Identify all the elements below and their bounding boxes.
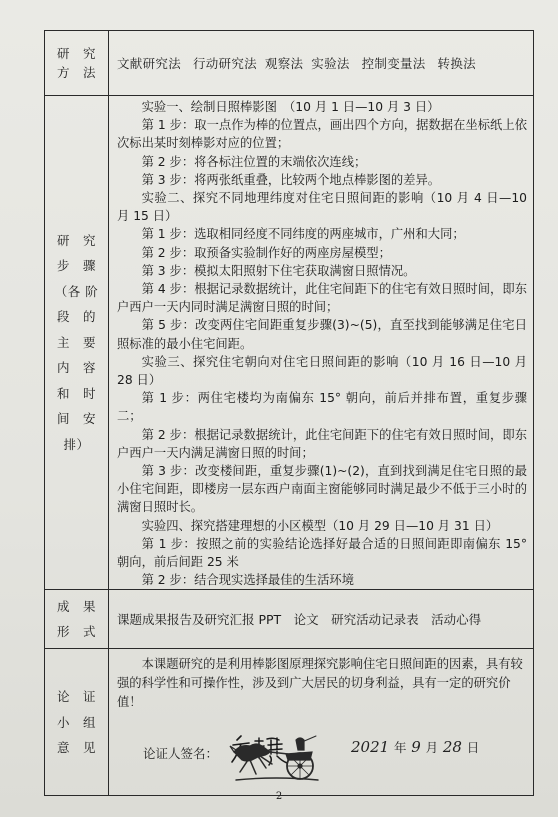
date-month: 9	[411, 738, 421, 757]
methods-label-line: 研 究	[56, 46, 96, 61]
step-line: 第 4 步：根据记录数据统计，此住宅间距下的住宅有效日照时间，即东户西户一天内同时满足满窗日照的时间；	[117, 282, 527, 315]
results-row	[45, 590, 534, 649]
opinion-text: 本课题研究的是利用棒影图原理探究影响住宅日照间距的因素，具有较强的科学性和可操作性，涉及到广大居民的切身利益，具有一定的研究价值！	[117, 657, 523, 710]
results-label-line: 形 式	[56, 624, 96, 640]
steps-label-line: 排）	[63, 436, 90, 452]
step-line: 第 2 步：结合现实选择最佳的生活环境	[141, 573, 354, 588]
step-line: 第 1 步：选取相同经度不同纬度的两座城市，广州和大同；	[141, 227, 465, 242]
methods-label-cell	[45, 31, 109, 96]
step-line: 第 3 步：模拟太阳照射下住宅获取满窗日照情况。	[141, 263, 416, 278]
date-day-char: 日	[466, 740, 480, 756]
steps-label-line: 主 要	[56, 334, 96, 350]
step-line: 实验三、探究住宅朝向对住宅日照间距的影响（10 月 16 日—10 月 28 日）	[117, 354, 527, 388]
opinion-label-cell	[45, 649, 109, 796]
opinion-label-line: 小 组	[56, 714, 96, 730]
steps-label-cell	[45, 96, 109, 590]
steps-label-line: （各 阶	[54, 283, 99, 299]
step-line: 第 1 步：两住宅楼均为南偏东 15° 朝向，前后并排布置，重复步骤二；	[117, 391, 527, 424]
method-item: 行动研究法	[192, 56, 257, 71]
steps-label-line: 研 究	[56, 232, 96, 248]
steps-content-cell	[109, 96, 534, 590]
steps-label-line: 内 容	[56, 360, 96, 376]
signature-label: 论证人签名：	[143, 746, 219, 762]
steps-label-line: 间 安	[56, 411, 96, 427]
step-line: 第 2 步：取预备实验制作好的两座房屋模型；	[141, 245, 391, 260]
results-content-cell	[109, 590, 534, 649]
date-day: 28	[442, 738, 462, 757]
steps-text-block	[117, 98, 527, 589]
steps-label-line: 和 时	[56, 385, 96, 401]
research-plan-table	[44, 30, 534, 796]
step-line: 第 2 步：根据记录数据统计，此住宅间距下的住宅有效日照时间，即东户西户一天内满足满窗日照的时间；	[117, 427, 527, 460]
horse-chariot-logo-icon	[226, 730, 326, 786]
date-year: 2021	[351, 738, 390, 757]
step-line: 第 2 步：将各标注位置的末端依次连线；	[141, 154, 367, 169]
method-item: 实验法	[311, 56, 350, 71]
step-line: 实验一、绘制日照棒影图 （10 月 1 日—10 月 3 日）	[141, 100, 440, 114]
steps-row	[45, 96, 534, 590]
method-item: 文献研究法	[117, 56, 182, 71]
steps-label-line: 段 的	[56, 309, 96, 325]
methods-row	[45, 31, 534, 96]
opinion-label-line: 论 证	[56, 689, 96, 705]
method-item: 控制变量法	[361, 56, 426, 71]
page-number: 2	[275, 791, 283, 802]
step-line: 实验四、探究搭建理想的小区模型（10 月 29 日—10 月 31 日）	[141, 518, 499, 533]
method-item: 转换法	[437, 56, 476, 71]
step-line: 实验二、探究不同地理纬度对住宅日照间距的影响（10 月 4 日—10 月 15 日）	[117, 191, 527, 224]
step-line: 第 5 步：改变两住宅间距重复步骤(3)~(5)，直至找到能够满足住宅日照标准的最小住宅间距。	[117, 318, 527, 351]
method-item: 观察法	[264, 56, 304, 71]
methods-label-line: 方 法	[56, 65, 96, 80]
step-line: 第 1 步：按照之前的实验结论选择好最合适的日照间距即南偏东 15° 朝向，前后间距 25 米	[117, 536, 527, 570]
step-line: 第 1 步：取一点作为棒的位置点，画出四个方向，据数据在坐标纸上依次标出某时刻棒影对应的位置；	[117, 118, 527, 151]
step-line: 第 3 步：改变楼间距，重复步骤(1)~(2)，直到找到满足住宅日照的最小住宅间距，即楼房一层东西户南面主窗能够同时满足最少不低于三小时的满窗日照时长。	[117, 464, 527, 515]
step-line: 第 3 步：将两张纸重叠，比较两个地点棒影图的差异。	[141, 172, 441, 187]
date-year-char: 年	[393, 740, 407, 756]
results-label-line: 成 果	[56, 598, 96, 614]
results-text: 课题成果报告及研究汇报 PPT 论文 研究活动记录表 活动心得	[117, 612, 482, 628]
methods-content-cell	[109, 31, 534, 96]
date-month-char: 月	[425, 740, 439, 756]
steps-label-line: 步 骤	[56, 258, 96, 274]
results-label-cell	[45, 590, 109, 649]
opinion-label-line: 意 见	[56, 740, 96, 756]
signature-date	[351, 738, 479, 756]
